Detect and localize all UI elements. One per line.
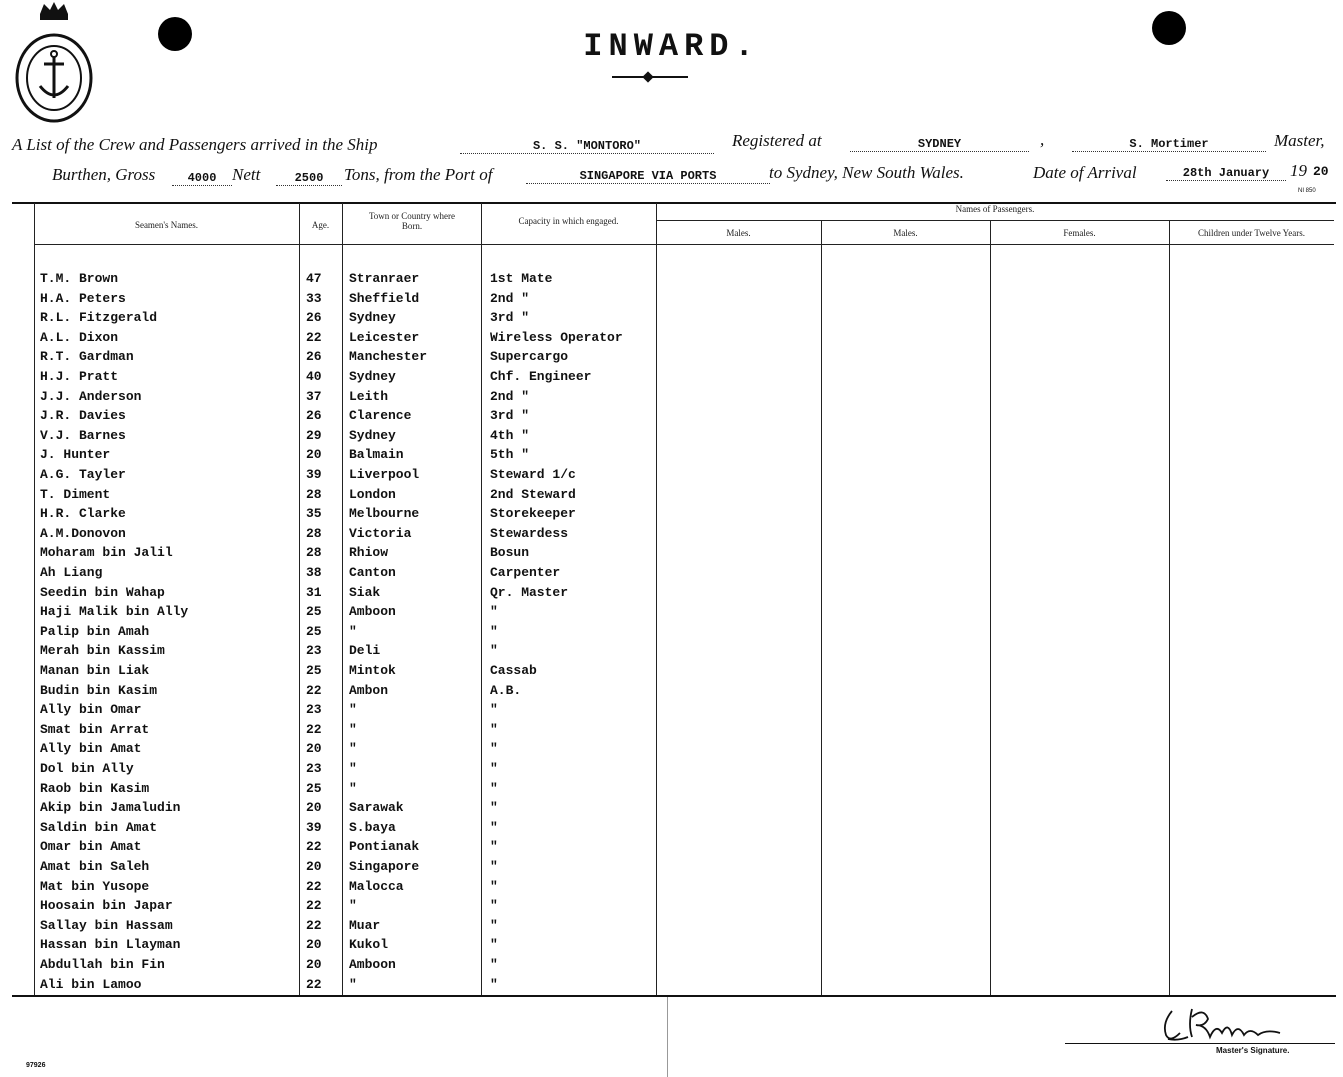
port-of-origin: SINGAPORE VIA PORTS <box>526 169 770 184</box>
seaman-name: Hoosain bin Japar <box>40 898 173 913</box>
seaman-birthplace: " <box>349 898 357 913</box>
arrival-year-prefix: 19 <box>1290 161 1307 180</box>
seaman-capacity: " <box>490 859 498 874</box>
seaman-name: Moharam bin Jalil <box>40 545 173 560</box>
list-prefix: A List of the Crew and Passengers arrived in the Ship <box>12 135 378 154</box>
col-divider <box>990 221 991 995</box>
seaman-name: H.A. Peters <box>40 291 126 306</box>
seaman-capacity: 3rd " <box>490 408 530 423</box>
seaman-capacity: 2nd " <box>490 291 530 306</box>
seaman-capacity: Carpenter <box>490 565 561 580</box>
seaman-name: Dol bin Ally <box>40 761 134 776</box>
col-divider <box>656 203 657 995</box>
seaman-birthplace: Victoria <box>349 526 412 541</box>
seaman-name: Raob bin Kasim <box>40 781 150 796</box>
form-code: NI 850 <box>1298 188 1316 194</box>
seaman-capacity: Storekeeper <box>490 506 576 521</box>
arrival-date: 28th January <box>1166 166 1286 181</box>
seaman-age: 28 <box>306 526 322 541</box>
seaman-age: 22 <box>306 839 322 854</box>
col-divider <box>34 203 35 995</box>
title-ornament <box>642 71 653 82</box>
seaman-capacity: 1st Mate <box>490 271 553 286</box>
seaman-birthplace: Sydney <box>349 428 396 443</box>
seaman-birthplace: Siak <box>349 585 381 600</box>
tons-label: Tons, from the Port of <box>344 165 493 184</box>
seaman-birthplace: Deli <box>349 643 381 658</box>
seaman-capacity: " <box>490 957 498 972</box>
seaman-birthplace: Kukol <box>349 937 389 952</box>
seaman-name: Smat bin Arrat <box>40 722 150 737</box>
seaman-name: Sallay bin Hassam <box>40 918 173 933</box>
seaman-age: 22 <box>306 898 322 913</box>
seaman-capacity: " <box>490 702 498 717</box>
seaman-capacity: 5th " <box>490 447 530 462</box>
seaman-age: 23 <box>306 761 322 776</box>
seaman-birthplace: Liverpool <box>349 467 420 482</box>
seaman-age: 28 <box>306 487 322 502</box>
seaman-age: 40 <box>306 369 322 384</box>
seaman-capacity: Bosun <box>490 545 530 560</box>
seaman-birthplace: " <box>349 722 357 737</box>
seaman-birthplace: " <box>349 761 357 776</box>
seaman-age: 22 <box>306 879 322 894</box>
seaman-name: Ali bin Lamoo <box>40 977 142 992</box>
seaman-name: Hassan bin Llayman <box>40 937 181 952</box>
seaman-age: 26 <box>306 349 322 364</box>
burthen-label: Burthen, Gross <box>52 165 156 184</box>
registered-port: SYDNEY <box>850 137 1029 152</box>
col-seamen-names: Seamen's Names. <box>134 220 199 230</box>
seaman-name: R.L. Fitzgerald <box>40 310 158 325</box>
seaman-name: T. Diment <box>40 487 111 502</box>
seaman-capacity: " <box>490 800 498 815</box>
footer-divider <box>667 997 668 1077</box>
master-label: Master, <box>1274 131 1325 150</box>
seaman-capacity: " <box>490 937 498 952</box>
seaman-capacity: Qr. Master <box>490 585 569 600</box>
seaman-age: 20 <box>306 741 322 756</box>
seaman-birthplace: Sheffield <box>349 291 420 306</box>
seaman-birthplace: Ambon <box>349 683 389 698</box>
seaman-birthplace: Leith <box>349 389 389 404</box>
registered-label: Registered at <box>732 131 822 150</box>
master-name: S. Mortimer <box>1072 137 1266 152</box>
seaman-name: J.J. Anderson <box>40 389 142 404</box>
seaman-birthplace: Malocca <box>349 879 404 894</box>
seaman-age: 29 <box>306 428 322 443</box>
seaman-capacity: " <box>490 624 498 639</box>
seaman-capacity: 3rd " <box>490 310 530 325</box>
col-divider <box>299 203 300 995</box>
seaman-name: Manan bin Liak <box>40 663 150 678</box>
seaman-name: A.G. Tayler <box>40 467 126 482</box>
ledger-bottom-rule <box>12 995 1336 997</box>
col-divider <box>481 203 482 995</box>
seaman-age: 25 <box>306 663 322 678</box>
seaman-capacity: " <box>490 781 498 796</box>
seaman-birthplace: " <box>349 977 357 992</box>
seaman-age: 26 <box>306 310 322 325</box>
seaman-name: H.R. Clarke <box>40 506 126 521</box>
seaman-age: 33 <box>306 291 322 306</box>
seaman-capacity: " <box>490 918 498 933</box>
seaman-birthplace: Amboon <box>349 604 396 619</box>
seaman-capacity: " <box>490 741 498 756</box>
seaman-name: Abdullah bin Fin <box>40 957 165 972</box>
seaman-age: 25 <box>306 781 322 796</box>
seaman-birthplace: Sarawak <box>349 800 404 815</box>
seaman-age: 22 <box>306 918 322 933</box>
passenger-header-rule <box>656 220 1334 221</box>
seaman-capacity: Cassab <box>490 663 537 678</box>
seaman-capacity: " <box>490 761 498 776</box>
seaman-birthplace: Balmain <box>349 447 404 462</box>
seaman-age: 39 <box>306 820 322 835</box>
seaman-birthplace: Pontianak <box>349 839 420 854</box>
seaman-age: 31 <box>306 585 322 600</box>
seaman-name: Mat bin Yusope <box>40 879 150 894</box>
seaman-name: Omar bin Amat <box>40 839 142 854</box>
col-males-2: Males. <box>893 228 918 238</box>
seaman-birthplace: Melbourne <box>349 506 420 521</box>
seaman-capacity: " <box>490 839 498 854</box>
seaman-capacity: " <box>490 722 498 737</box>
seaman-age: 23 <box>306 643 322 658</box>
seaman-birthplace: " <box>349 702 357 717</box>
col-capacity: Capacity in which engaged. <box>518 216 619 226</box>
arrival-date-label: Date of Arrival <box>1033 163 1137 182</box>
gross-tons: 4000 <box>172 171 232 186</box>
seaman-capacity: " <box>490 977 498 992</box>
seaman-age: 25 <box>306 604 322 619</box>
seaman-capacity: Supercargo <box>490 349 569 364</box>
col-divider <box>342 203 343 995</box>
seaman-capacity: Steward 1/c <box>490 467 576 482</box>
column-header-rule <box>34 244 1334 245</box>
seaman-capacity: Wireless Operator <box>490 330 623 345</box>
seaman-age: 22 <box>306 683 322 698</box>
seaman-birthplace: Clarence <box>349 408 412 423</box>
seaman-capacity: A.B. <box>490 683 522 698</box>
seaman-name: V.J. Barnes <box>40 428 126 443</box>
seaman-age: 25 <box>306 624 322 639</box>
seaman-birthplace: Sydney <box>349 310 396 325</box>
form-number: 97926 <box>26 1062 46 1069</box>
seaman-name: A.L. Dixon <box>40 330 119 345</box>
seaman-age: 20 <box>306 447 322 462</box>
seaman-birthplace: " <box>349 741 357 756</box>
seaman-age: 22 <box>306 722 322 737</box>
seaman-age: 22 <box>306 977 322 992</box>
seaman-age: 20 <box>306 937 322 952</box>
seaman-capacity: " <box>490 643 498 658</box>
seaman-birthplace: Leicester <box>349 330 420 345</box>
ship-name: S. S. "MONTORO" <box>460 139 714 154</box>
destination-label: to Sydney, New South Wales. <box>769 163 964 182</box>
seaman-capacity: " <box>490 898 498 913</box>
seaman-name: Budin bin Kasim <box>40 683 158 698</box>
seaman-age: 35 <box>306 506 322 521</box>
seaman-name: Palip bin Amah <box>40 624 150 639</box>
seaman-capacity: 2nd " <box>490 389 530 404</box>
seaman-birthplace: Stranraer <box>349 271 420 286</box>
seaman-name: Ally bin Omar <box>40 702 142 717</box>
seaman-capacity: " <box>490 604 498 619</box>
seaman-age: 37 <box>306 389 322 404</box>
seaman-capacity: " <box>490 879 498 894</box>
seaman-birthplace: Manchester <box>349 349 428 364</box>
col-males-1: Males. <box>726 228 751 238</box>
seaman-birthplace: Rhiow <box>349 545 389 560</box>
col-passengers: Names of Passengers. <box>955 204 1035 214</box>
seaman-age: 28 <box>306 545 322 560</box>
seaman-birthplace: London <box>349 487 396 502</box>
seaman-age: 39 <box>306 467 322 482</box>
signature-label: Master's Signature. <box>1216 1046 1290 1055</box>
seaman-capacity: 2nd Steward <box>490 487 576 502</box>
seaman-name: Ally bin Amat <box>40 741 142 756</box>
seaman-age: 20 <box>306 800 322 815</box>
seaman-name: Akip bin Jamaludin <box>40 800 181 815</box>
seaman-birthplace: Canton <box>349 565 396 580</box>
seaman-name: T.M. Brown <box>40 271 119 286</box>
seaman-age: 20 <box>306 957 322 972</box>
seaman-name: A.M.Donovon <box>40 526 126 541</box>
arrival-year-suffix: 20 <box>1313 164 1329 179</box>
col-females: Females. <box>1063 228 1096 238</box>
col-age: Age. <box>311 220 330 230</box>
seaman-birthplace: S.baya <box>349 820 396 835</box>
seaman-age: 23 <box>306 702 322 717</box>
seaman-age: 22 <box>306 330 322 345</box>
seaman-age: 38 <box>306 565 322 580</box>
page-title: INWARD. <box>583 28 760 65</box>
nett-tons: 2500 <box>276 171 342 186</box>
seaman-birthplace: Muar <box>349 918 381 933</box>
seaman-name: Ah Liang <box>40 565 103 580</box>
nett-label: Nett <box>232 165 261 184</box>
seaman-age: 47 <box>306 271 322 286</box>
comma: , <box>1040 130 1045 149</box>
seaman-name: H.J. Pratt <box>40 369 119 384</box>
seaman-birthplace: Singapore <box>349 859 420 874</box>
seaman-name: Saldin bin Amat <box>40 820 158 835</box>
col-born: Town or Country where Born. <box>368 211 456 231</box>
seaman-age: 20 <box>306 859 322 874</box>
col-divider <box>821 221 822 995</box>
seaman-birthplace: Amboon <box>349 957 396 972</box>
seaman-name: Merah bin Kassim <box>40 643 165 658</box>
seaman-capacity: Stewardess <box>490 526 569 541</box>
seaman-name: R.T. Gardman <box>40 349 134 364</box>
col-children: Children under Twelve Years. <box>1198 228 1305 238</box>
seaman-capacity: 4th " <box>490 428 530 443</box>
seaman-capacity: Chf. Engineer <box>490 369 592 384</box>
seaman-birthplace: " <box>349 624 357 639</box>
seaman-name: Seedin bin Wahap <box>40 585 165 600</box>
seaman-birthplace: " <box>349 781 357 796</box>
signature-line <box>1065 1043 1335 1044</box>
seaman-birthplace: Mintok <box>349 663 396 678</box>
seaman-age: 26 <box>306 408 322 423</box>
seaman-name: Haji Malik bin Ally <box>40 604 189 619</box>
seaman-name: Amat bin Saleh <box>40 859 150 874</box>
seaman-name: J. Hunter <box>40 447 111 462</box>
seaman-capacity: " <box>490 820 498 835</box>
seaman-birthplace: Sydney <box>349 369 396 384</box>
col-divider <box>1169 221 1170 995</box>
seaman-name: J.R. Davies <box>40 408 126 423</box>
